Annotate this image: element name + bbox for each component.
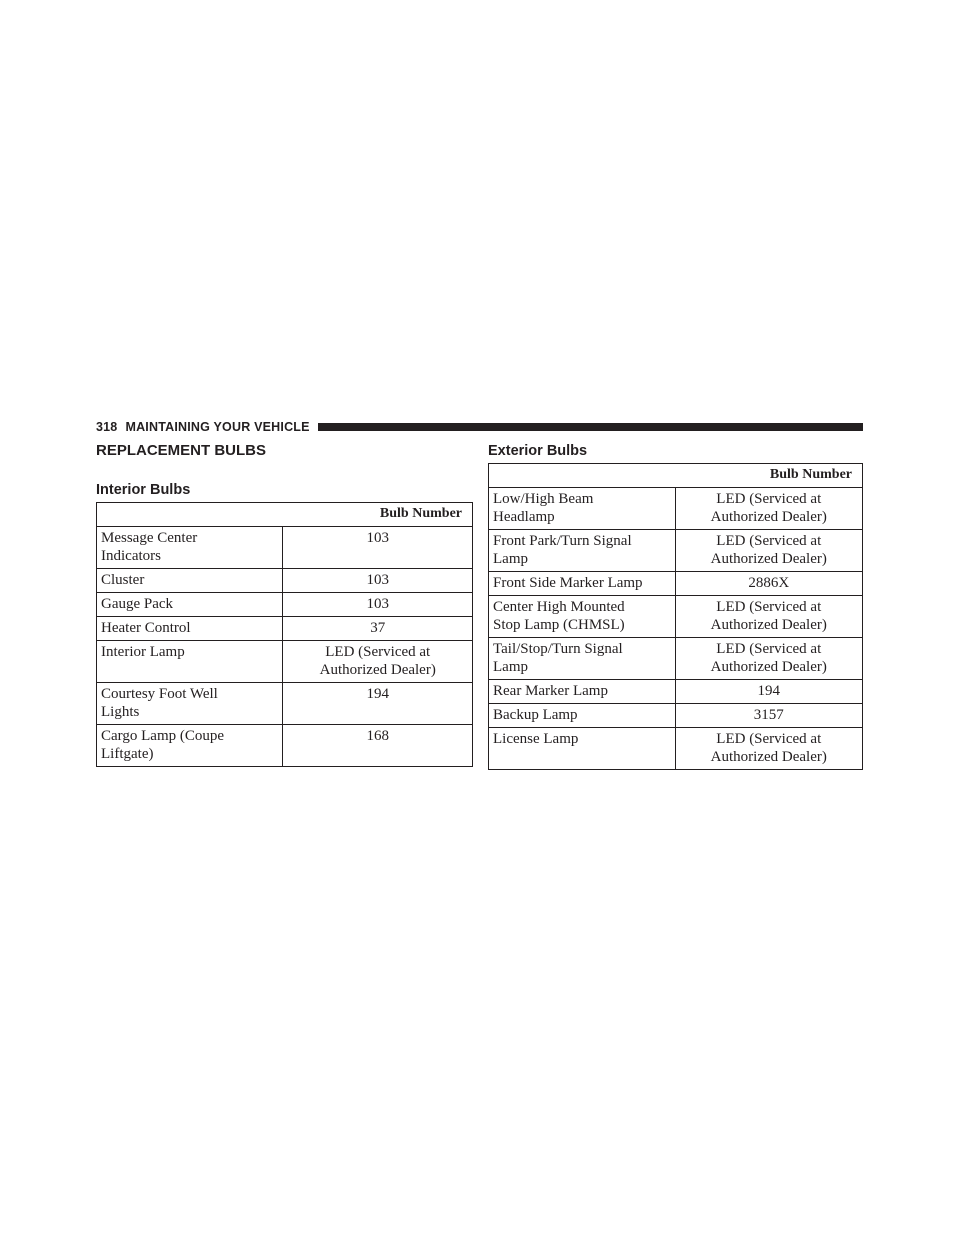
lamp-name-cell [97, 617, 283, 641]
bulb-number-cell [675, 638, 862, 680]
bulb-number-cell [283, 569, 473, 593]
lamp-name: Front Park/Turn Signal Lamp [493, 533, 632, 567]
table-row [489, 728, 863, 770]
lamp-name: Rear Marker Lamp [493, 683, 608, 699]
table-row [489, 638, 863, 680]
bulb-number: LED (Serviced at Authorized Dealer) [710, 533, 827, 567]
bulb-number-cell [283, 593, 473, 617]
bulb-number: LED (Serviced at Authorized Dealer) [710, 641, 827, 675]
bulb-number: LED (Serviced at Authorized Dealer) [710, 599, 827, 633]
bulb-number-cell [283, 617, 473, 641]
interior-bulbs-table [96, 502, 473, 767]
lamp-name-cell [489, 728, 676, 770]
lamp-name-cell [97, 683, 283, 725]
lamp-name: Backup Lamp [493, 707, 578, 723]
bulb-number-cell [675, 530, 862, 572]
table-row [489, 596, 863, 638]
table-row [97, 725, 473, 767]
bulb-number: 103 [366, 572, 389, 588]
lamp-name-cell [97, 725, 283, 767]
page-number: 318 [96, 420, 118, 434]
page-title: REPLACEMENT BULBS [96, 442, 267, 459]
section-title: MAINTAINING YOUR VEHICLE [125, 420, 310, 434]
bulb-number: LED (Serviced at Authorized Dealer) [710, 491, 827, 525]
lamp-name: Interior Lamp [101, 644, 185, 660]
lamp-name: Center High Mounted Stop Lamp (CHMSL) [493, 599, 625, 633]
bulb-number: 103 [366, 596, 389, 612]
table-row [97, 617, 473, 641]
table-row [489, 572, 863, 596]
header-empty-cell [97, 503, 283, 527]
lamp-name-cell [489, 530, 676, 572]
table-row [489, 680, 863, 704]
table-row [97, 569, 473, 593]
lamp-name-cell [489, 488, 676, 530]
bulb-number: 3157 [753, 707, 784, 723]
bulb-number: 194 [757, 683, 781, 699]
table-row [489, 530, 863, 572]
header-empty-cell [489, 464, 676, 488]
lamp-name-cell [489, 680, 676, 704]
bulb-number-cell [283, 683, 473, 725]
bulb-number-cell [675, 704, 862, 728]
table-row [97, 527, 473, 569]
lamp-name: Message Center Indicators [101, 530, 198, 564]
lamp-name: Cargo Lamp (Coupe Liftgate) [101, 728, 225, 762]
bulb-number: 194 [366, 686, 389, 702]
table-header-row [489, 464, 863, 488]
lamp-name-cell [97, 593, 283, 617]
lamp-name-cell [489, 638, 676, 680]
bulb-number: 2886X [748, 575, 790, 591]
table-row [489, 704, 863, 728]
bulb-number-cell [675, 728, 862, 770]
lamp-name: Courtesy Foot Well Lights [101, 686, 218, 720]
lamp-name-cell [97, 569, 283, 593]
lamp-name: Low/High Beam Headlamp [493, 491, 594, 525]
lamp-name-cell [97, 641, 283, 683]
table-row [97, 641, 473, 683]
bulb-number-cell [283, 527, 473, 569]
bulb-number-cell [283, 641, 473, 683]
bulb-number: 37 [370, 620, 386, 636]
bulb-number-cell [675, 680, 862, 704]
header-rule [318, 423, 863, 431]
bulb-number-cell [675, 596, 862, 638]
bulb-number: LED (Serviced at Authorized Dealer) [710, 731, 827, 765]
lamp-name-cell [489, 596, 676, 638]
table-row [489, 488, 863, 530]
bulb-number-cell [675, 488, 862, 530]
bulb-number: LED (Serviced at Authorized Dealer) [319, 644, 436, 678]
lamp-name: License Lamp [493, 731, 579, 747]
exterior-heading: Exterior Bulbs [488, 443, 588, 459]
bulb-number-cell [675, 572, 862, 596]
table-header-row [97, 503, 473, 527]
lamp-name: Tail/Stop/Turn Signal Lamp [493, 641, 623, 675]
lamp-name-cell [97, 527, 283, 569]
lamp-name-cell [489, 572, 676, 596]
lamp-name: Gauge Pack [101, 596, 174, 612]
lamp-name: Front Side Marker Lamp [493, 575, 643, 591]
interior-heading: Interior Bulbs [96, 482, 191, 498]
lamp-name: Cluster [101, 572, 145, 588]
column-header-bulb-number: Bulb Number [675, 464, 862, 488]
column-header-bulb-number: Bulb Number [283, 503, 473, 527]
lamp-name: Heater Control [101, 620, 191, 636]
exterior-bulbs-table [488, 463, 863, 770]
lamp-name-cell [489, 704, 676, 728]
bulb-number-cell [283, 725, 473, 767]
page-header [96, 418, 863, 436]
table-row [97, 593, 473, 617]
bulb-number: 103 [366, 530, 389, 546]
bulb-number: 168 [366, 728, 389, 744]
table-row [97, 683, 473, 725]
